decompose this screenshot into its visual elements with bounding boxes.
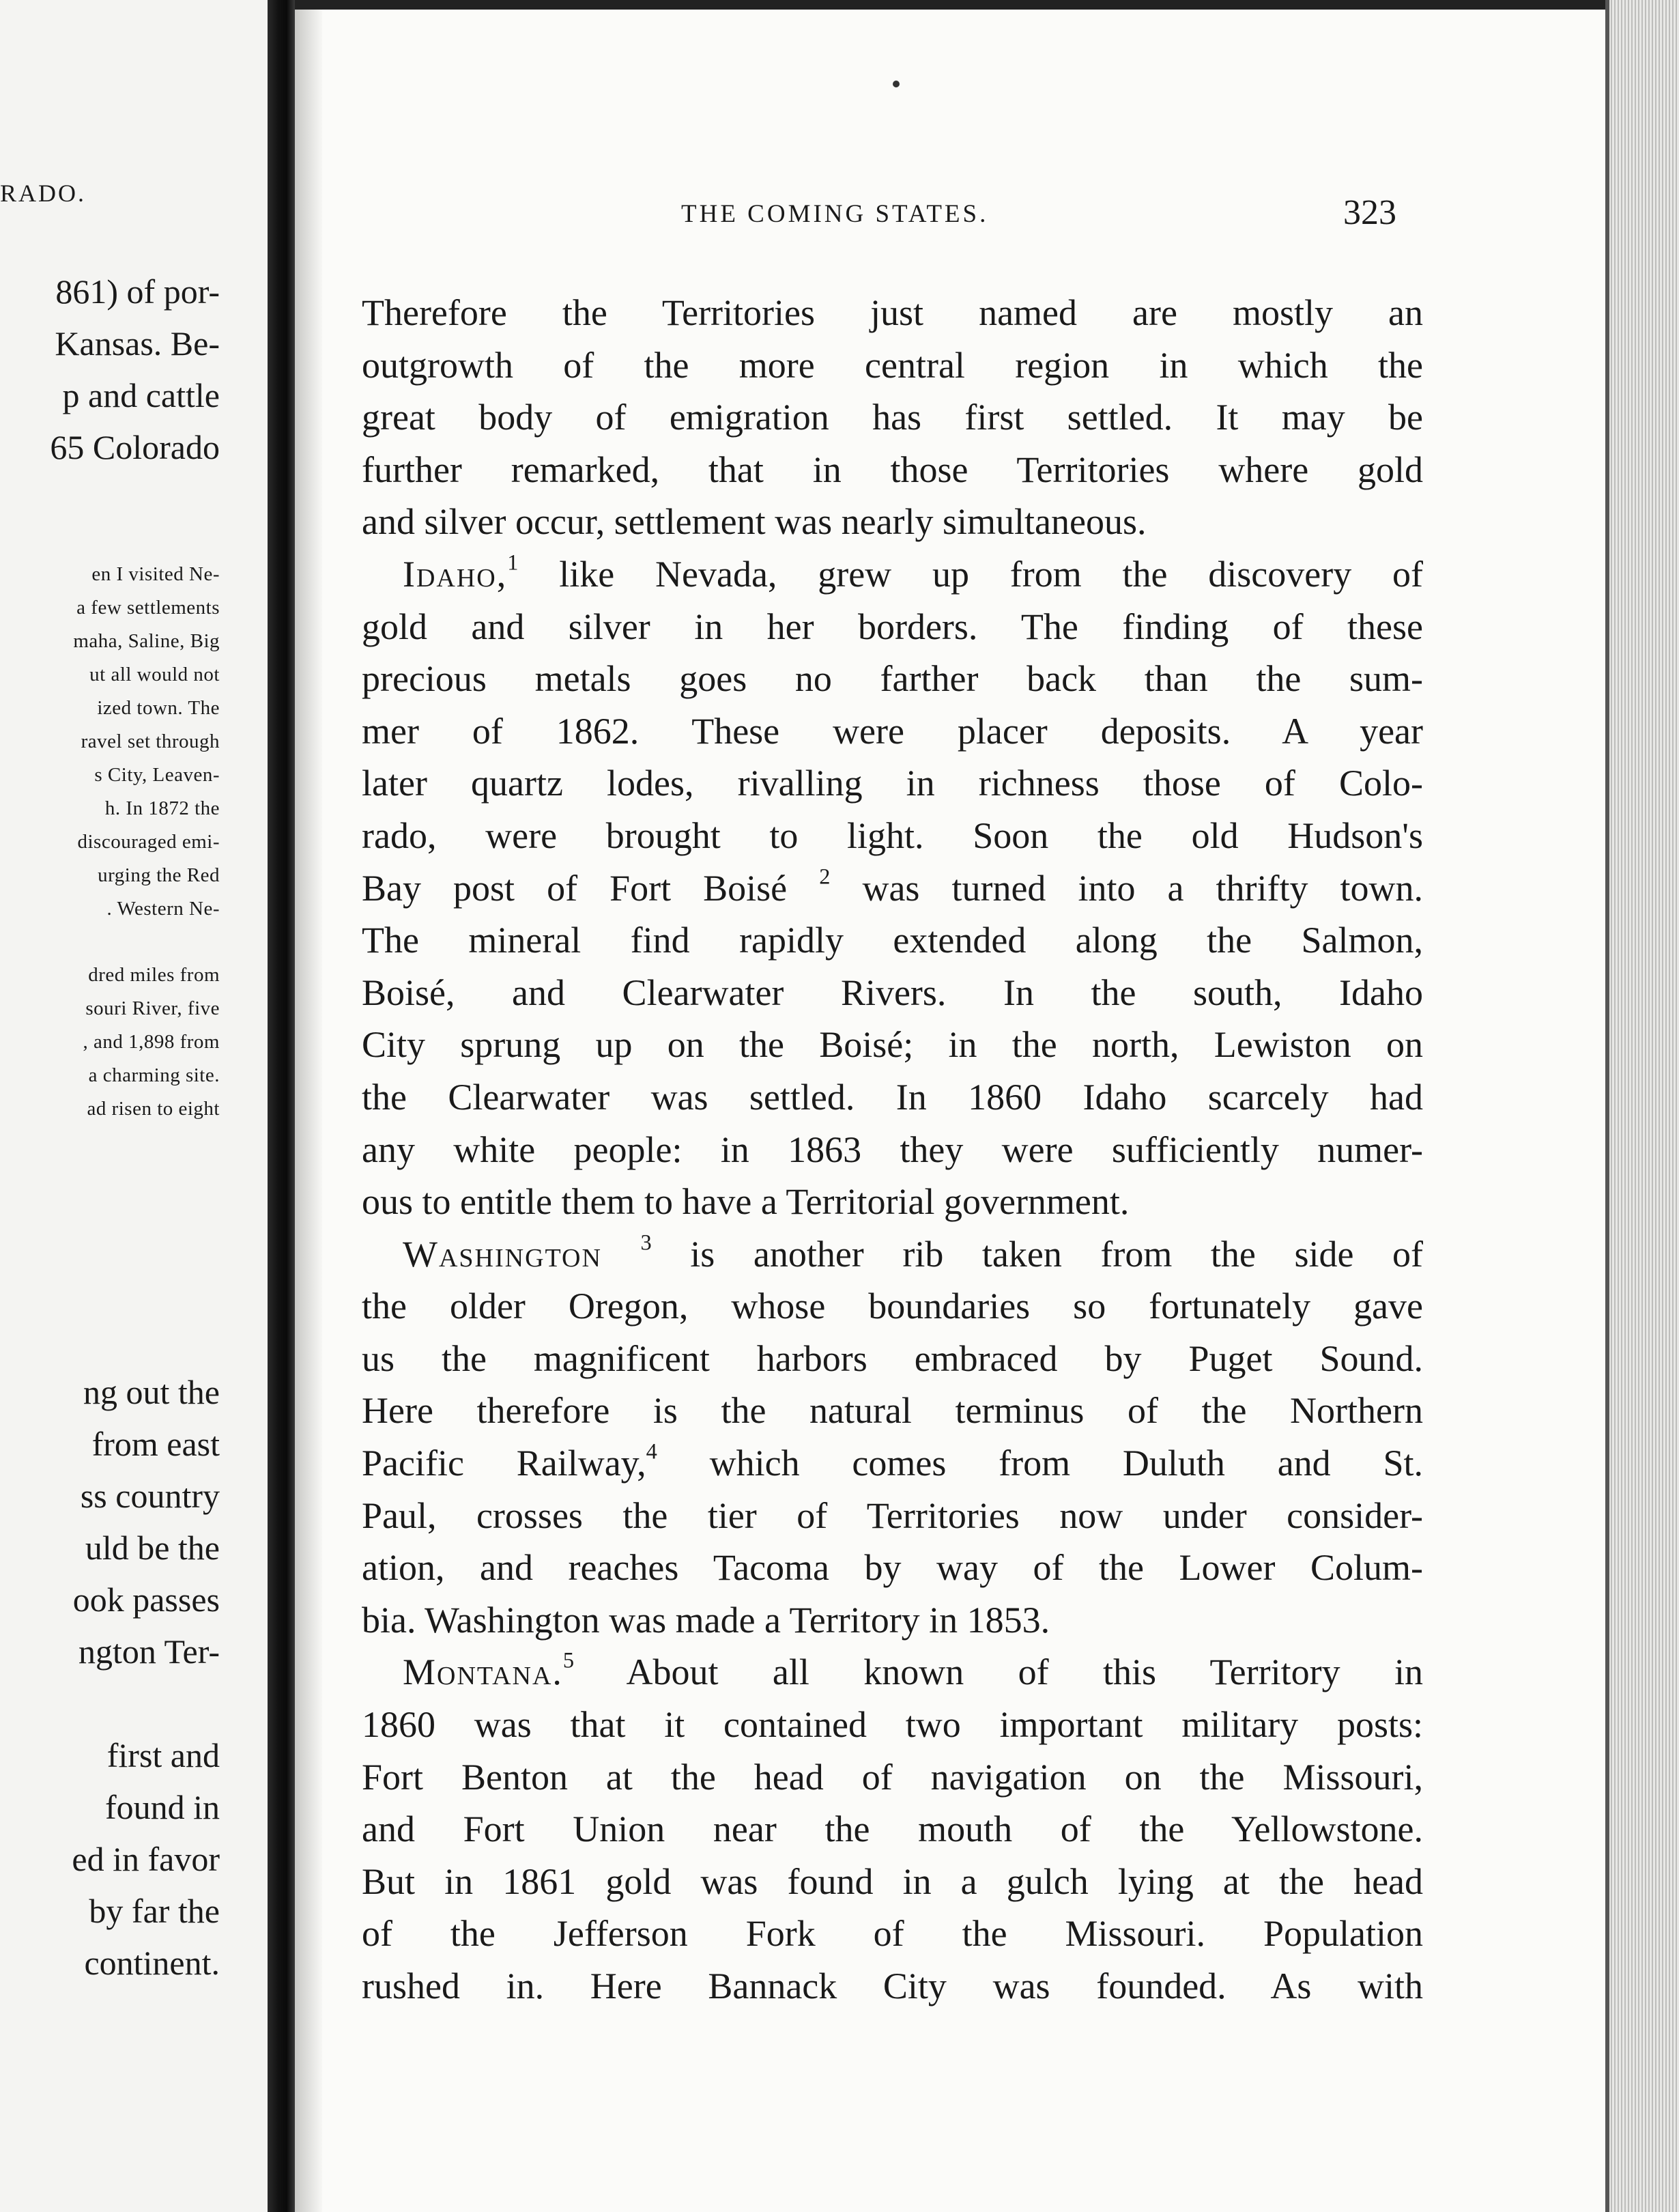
facing-page-footnote-line: h. In 1872 the: [104, 797, 220, 819]
facing-page-fragment: [0, 0, 268, 2212]
text-line-washington: Washington $^3$ is another rib taken from the side of: [403, 1230, 1424, 1275]
text-line: further remarked, that in those Territories where gold: [362, 449, 1423, 490]
footnote-ref: 5: [562, 1649, 575, 1674]
facing-page-line: ngton Ter-: [78, 1632, 220, 1671]
idaho-heading: Idaho,: [403, 553, 508, 595]
text-line: The mineral find rapidly extended along the Salmon,: [362, 920, 1423, 961]
montana-heading: Montana.: [403, 1651, 563, 1693]
facing-page-line: p and cattle: [62, 376, 220, 414]
text-line: ous to entitle them to have a Territorial government.: [362, 1181, 1130, 1223]
facing-page-footnote-line: a few settlements: [76, 597, 220, 619]
facing-page-line: 65 Colorado: [50, 428, 220, 466]
facing-page-line: found in: [104, 1788, 220, 1826]
text-line: us the magnificent harbors embraced by Puget Sound.: [362, 1337, 1423, 1379]
text-line: rado, were brought to light. Soon the old Hudson's: [362, 814, 1423, 856]
footnote-ref: 4: [646, 1439, 657, 1464]
text-line: mer of 1862. These were placer deposits. A year: [362, 710, 1423, 752]
facing-page-line: 861) of por-: [55, 272, 220, 311]
footnote-ref: 3: [640, 1230, 652, 1256]
facing-page-line: ook passes: [72, 1580, 220, 1619]
facing-page-footnote-line: souri River, five: [85, 997, 220, 1019]
book-gutter: [268, 0, 295, 2212]
facing-page-footnote-line: , and 1,898 from: [83, 1031, 220, 1053]
text-line: outgrowth of the more central region in which the: [362, 344, 1423, 386]
facing-page-line: from east: [91, 1425, 220, 1463]
page-stack-edge: [1605, 0, 1679, 2212]
facing-page-footnote-line: maha, Saline, Big: [73, 630, 220, 652]
text-line: later quartz lodes, rivalling in richness those of Colo-: [362, 763, 1423, 804]
facing-page-line: uld be the: [85, 1529, 220, 1567]
text-line: gold and silver in her borders. The finding of these: [362, 606, 1423, 647]
text-line: of the Jefferson Fork of the Missouri. Population: [362, 1913, 1423, 1955]
facing-page-line: by far the: [89, 1892, 220, 1930]
text-line: 1860 was that it contained two important military posts:: [362, 1704, 1423, 1746]
text-line: Boisé, and Clearwater Rivers. In the south, Idaho: [362, 972, 1423, 1013]
text-line: the Clearwater was settled. In 1860 Idaho scarcely had: [362, 1076, 1423, 1118]
facing-page-footnote-line: dred miles from: [88, 964, 220, 986]
text-line: and Fort Union near the mouth of the Yellowstone.: [362, 1809, 1423, 1850]
facing-page-footnote-line: ad risen to eight: [87, 1098, 220, 1120]
text-line-idaho: Idaho,$^1$ like Nevada, grew up from the discovery of: [403, 550, 1423, 595]
text-line: bia. Washington was made a Territory in 1853.: [362, 1599, 1050, 1641]
facing-page-footnote-line: en I visited Ne-: [91, 563, 220, 585]
facing-page-line: Kansas. Be-: [55, 324, 220, 363]
text-line: Here therefore is the natural terminus of the Northern: [362, 1390, 1423, 1432]
text-line: Paul, crosses the tier of Territories now under consider-: [362, 1494, 1423, 1536]
text-line: Therefore the Territories just named are mostly an: [362, 292, 1423, 333]
text-line: precious metals goes no farther back than the sum-: [362, 658, 1423, 700]
washington-heading: Washington: [403, 1233, 602, 1275]
text-line-pacific: Pacific Railway,$^4$ which comes from Duluth and St.: [362, 1439, 1423, 1484]
text-line: and silver occur, settlement was nearly simultaneous.: [362, 501, 1147, 543]
facing-page-line: ss country: [80, 1477, 220, 1515]
text-line: City sprung up on the Boisé; in the north, Lewiston on: [362, 1024, 1423, 1066]
facing-page-footnote-line: a charming site.: [88, 1064, 220, 1086]
print-speck: [893, 81, 900, 87]
facing-page-footnote-line: ized town. The: [97, 697, 220, 719]
facing-page-line: ng out the: [83, 1373, 220, 1411]
page-top-edge: [295, 0, 1605, 10]
running-head: THE COMING STATES.: [681, 200, 989, 228]
text-line-montana: Montana.$^5$ About all known of this Territory in: [403, 1649, 1423, 1693]
footnote-ref: 1: [507, 550, 519, 576]
text-line: the older Oregon, whose boundaries so fortunately gave: [362, 1286, 1423, 1327]
facing-page-line: first and: [106, 1736, 220, 1774]
text-line: rushed in. Here Bannack City was founded. As with: [362, 1966, 1423, 2007]
text-line-boise: Bay post of Fort Boisé $^2$ was turned into a thrifty town.: [362, 864, 1424, 909]
facing-page-footnote-line: discouraged emi-: [77, 831, 220, 853]
facing-page-footnote-line: . Western Ne-: [106, 898, 220, 920]
footnote-ref: 2: [819, 864, 831, 890]
facing-page-footnote-line: ut all would not: [89, 664, 220, 685]
facing-page-running-head: RADO.: [0, 180, 87, 207]
page-number: 323: [1343, 193, 1396, 232]
text-line: But in 1861 gold was found in a gulch lying at the head: [362, 1860, 1423, 1902]
text-line: Fort Benton at the head of navigation on the Missouri,: [362, 1756, 1423, 1798]
text-line: ation, and reaches Tacoma by way of the Lower Colum-: [362, 1547, 1423, 1589]
facing-page-line: ed in favor: [72, 1840, 220, 1878]
gutter-shadow: [295, 0, 322, 2212]
facing-page-line: continent.: [84, 1944, 220, 1982]
facing-page-footnote-line: ravel set through: [81, 731, 220, 752]
text-line: any white people: in 1863 they were sufficiently numer-: [362, 1129, 1423, 1170]
body-text: [362, 287, 1423, 2013]
text-line: great body of emigration has first settled. It may be: [362, 397, 1423, 438]
facing-page-footnote-line: s City, Leaven-: [94, 764, 220, 786]
facing-page-footnote-line: urging the Red: [98, 864, 220, 886]
